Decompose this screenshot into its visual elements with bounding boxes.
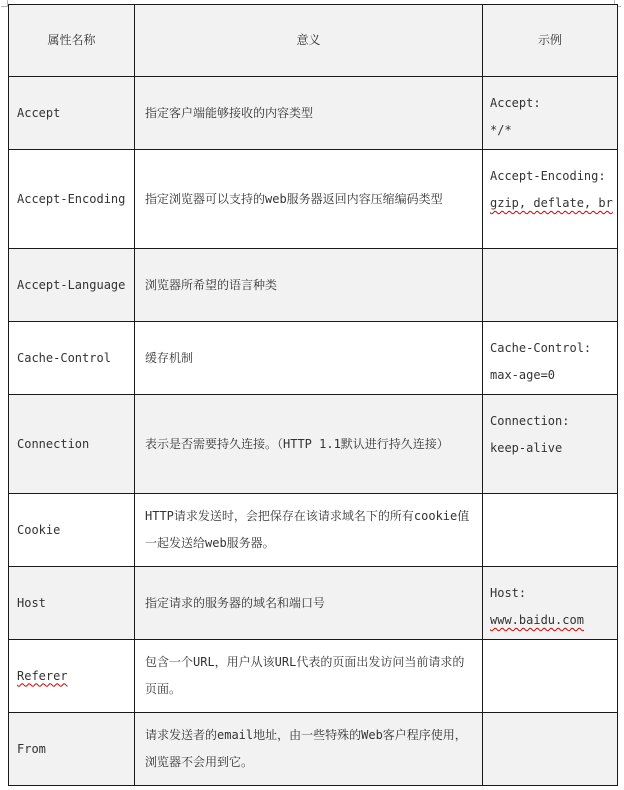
row-example: Accept: */* (483, 77, 618, 150)
row-name: Accept (9, 77, 135, 150)
table-row (9, 494, 618, 567)
header-name: 属性名称 (9, 5, 135, 77)
crop-mark-top-left (1, 0, 8, 7)
row-name: Cookie (9, 494, 135, 567)
table-row (9, 249, 618, 322)
row-example (483, 494, 618, 567)
row-meaning: 请求发送者的email地址，由一些特殊的Web客户程序使用，浏览器不会用到它。 (135, 713, 483, 786)
row-name: From (9, 713, 135, 786)
row-name: Connection (9, 395, 135, 494)
table-row (9, 395, 618, 494)
row-example: Cache-Control: max-age=0 (483, 322, 618, 395)
row-meaning: HTTP请求发送时，会把保存在该请求域名下的所有cookie值一起发送给web服务器。 (135, 494, 483, 567)
row-example (483, 713, 618, 786)
row-meaning: 指定请求的服务器的域名和端口号 (135, 567, 483, 640)
row-meaning: 指定客户端能够接收的内容类型 (135, 77, 483, 150)
row-name: Cache-Control (9, 322, 135, 395)
row-meaning: 缓存机制 (135, 322, 483, 395)
table-row (9, 713, 618, 786)
row-meaning: 包含一个URL，用户从该URL代表的页面出发访问当前请求的页面。 (135, 640, 483, 713)
table-row (9, 640, 618, 713)
row-example: Connection: keep-alive (483, 395, 618, 494)
table-header-row (9, 5, 618, 77)
row-name: Accept-Language (9, 249, 135, 322)
row-example (483, 640, 618, 713)
row-name: Host (9, 567, 135, 640)
header-example: 示例 (483, 5, 618, 77)
http-headers-table (8, 4, 618, 786)
row-meaning: 表示是否需要持久连接。（HTTP 1.1默认进行持久连接） (135, 395, 483, 494)
row-meaning: 指定浏览器可以支持的web服务器返回内容压缩编码类型 (135, 150, 483, 249)
table-row (9, 150, 618, 249)
table-row (9, 77, 618, 150)
row-example (483, 249, 618, 322)
table-row (9, 322, 618, 395)
row-name: Accept-Encoding (9, 150, 135, 249)
table-row (9, 567, 618, 640)
row-meaning: 浏览器所希望的语言种类 (135, 249, 483, 322)
row-example: Accept-Encoding: gzip, deflate, br (483, 150, 618, 249)
row-example: Host: www.baidu.com (483, 567, 618, 640)
row-name: Referer (9, 640, 135, 713)
header-meaning: 意义 (135, 5, 483, 77)
